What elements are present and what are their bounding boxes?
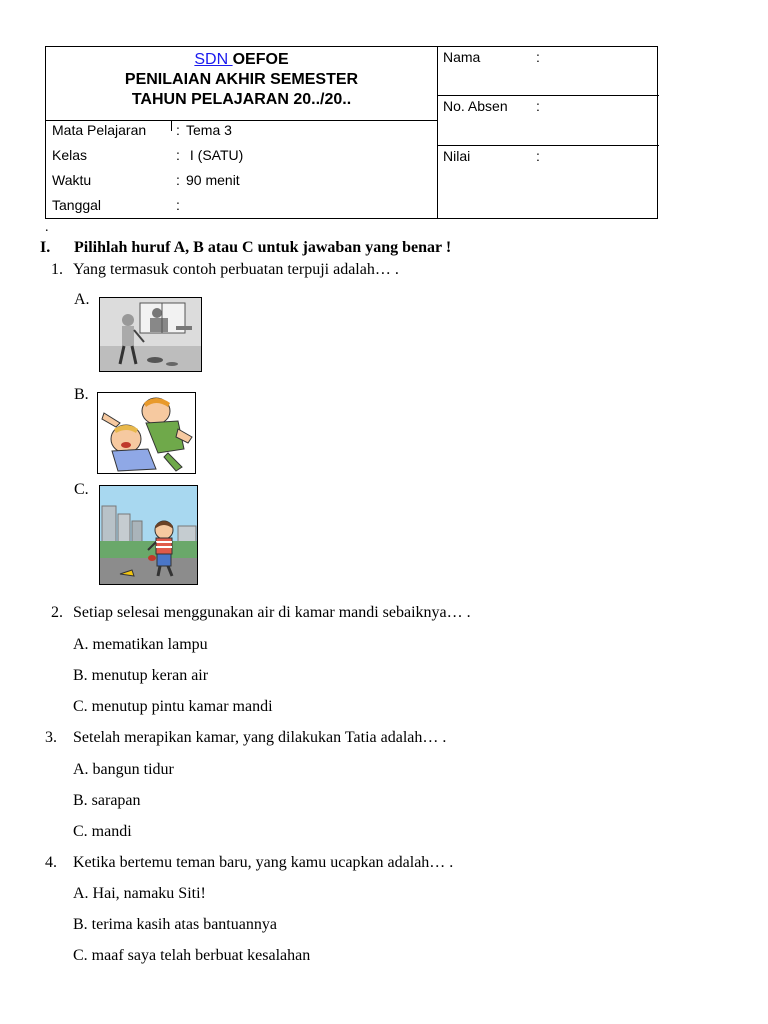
school-name: OEFOE: [232, 51, 289, 68]
illustration-litter-street: [99, 485, 198, 585]
question-text: Ketika bertemu teman baru, yang kamu ucapkan adalah… .: [73, 854, 454, 871]
illustration-fighting: [97, 392, 196, 474]
section-heading: I. Pilihlah huruf A, B atau C untuk jawaban yang benar !: [40, 239, 452, 256]
option-3b[interactable]: B. sarapan: [73, 792, 141, 809]
option-2c[interactable]: C. menutup pintu kamar mandi: [73, 698, 273, 715]
header-left: [46, 47, 438, 218]
question-text: Setiap selesai menggunakan air di kamar mandi sebaiknya… .: [73, 604, 471, 621]
stray-dot: .: [45, 220, 49, 235]
class-value: I (SATU): [186, 147, 244, 163]
question-1: 1. Yang termasuk contoh perbuatan terpuji adalah… .: [51, 261, 399, 278]
option-b-label: B.: [74, 386, 89, 403]
option-a-label: A.: [74, 291, 90, 308]
option-4b[interactable]: B. terima kasih atas bantuannya: [73, 916, 277, 933]
section-title: Pilihlah huruf A, B atau C untuk jawaban yang benar !: [74, 239, 452, 256]
info-row-time: Waktu : 90 menit: [52, 172, 240, 188]
header-table: [45, 46, 658, 219]
school-link[interactable]: SDN: [194, 51, 233, 68]
option-2b[interactable]: B. menutup keran air: [73, 667, 209, 684]
info-row-date: Tanggal :: [52, 197, 180, 213]
question-text: Setelah merapikan kamar, yang dilakukan Tatia adalah… .: [73, 729, 447, 746]
subject-value: Tema 3: [186, 122, 232, 138]
exam-title: [46, 47, 437, 121]
option-3a[interactable]: A. bangun tidur: [73, 761, 174, 778]
option-c-label: C.: [74, 481, 89, 498]
question-text: Yang termasuk contoh perbuatan terpuji adalah… .: [73, 261, 399, 278]
name-field[interactable]: Nama :: [438, 47, 659, 96]
time-value: 90 menit: [186, 172, 240, 188]
info-row-class: Kelas : I (SATU): [52, 147, 244, 163]
illustration-littering: [99, 297, 202, 372]
absen-field[interactable]: No. Absen :: [438, 96, 659, 146]
option-2a[interactable]: A. mematikan lampu: [73, 636, 208, 653]
option-3c[interactable]: C. mandi: [73, 823, 132, 840]
question-4: 4. Ketika bertemu teman baru, yang kamu ucapkan adalah… .: [45, 854, 454, 871]
option-4a[interactable]: A. Hai, namaku Siti!: [73, 885, 206, 902]
exam-title-line2: PENILAIAN AKHIR SEMESTER: [124, 71, 359, 88]
exam-title-line3: TAHUN PELAJARAN 20../20..: [131, 91, 352, 108]
question-2: 2. Setiap selesai menggunakan air di kamar mandi sebaiknya… .: [51, 604, 471, 621]
option-4c[interactable]: C. maaf saya telah berbuat kesalahan: [73, 947, 311, 964]
score-field[interactable]: Nilai :: [443, 148, 540, 164]
question-3: 3. Setelah merapikan kamar, yang dilakukan Tatia adalah… .: [45, 729, 447, 746]
info-row-subject: Mata Pelajaran : Tema 3: [52, 122, 232, 138]
